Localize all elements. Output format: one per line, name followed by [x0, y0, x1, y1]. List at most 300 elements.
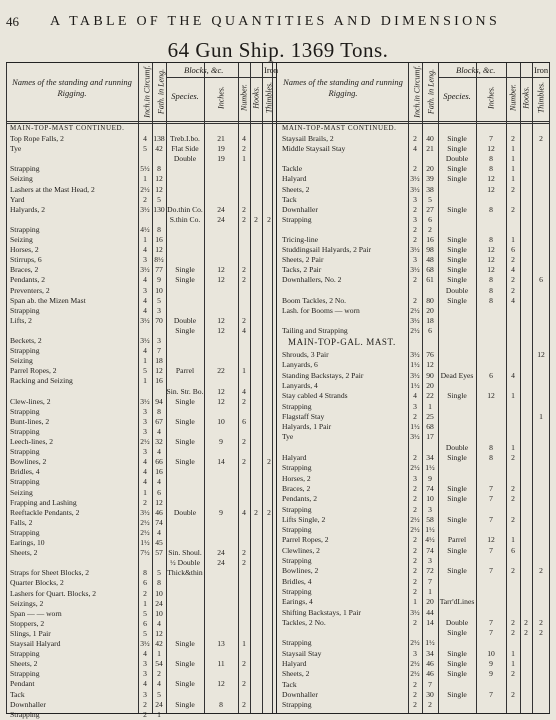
right-row-length: 20 [426, 164, 434, 174]
column-rule [250, 63, 251, 713]
right-row2-inches: 8 [489, 442, 493, 452]
left-row-circumference: 3 [143, 406, 147, 416]
right-row2-circumference: 2 [413, 504, 417, 514]
right-row2-length: 46 [426, 659, 434, 668]
right-row-species: Single [447, 265, 467, 275]
right-row-species: Single [447, 174, 467, 184]
right-row2-name: Shrouds, 3 Pair [282, 350, 329, 359]
right-row2-name: Sheets, 2 [282, 669, 310, 679]
right-row2-name: Strapping [282, 463, 312, 473]
right-row2-circumference: 3½ [410, 370, 420, 380]
right-row2-species: Single [447, 514, 467, 524]
header-iron: Iron [534, 65, 549, 75]
right-row2-hooks: 2 [524, 628, 528, 638]
left-row-circumference: 4 [143, 679, 147, 689]
right-row2-species: Single [447, 483, 467, 493]
right-row2-length: 25 [426, 411, 434, 421]
right-row-inches: 8 [489, 285, 493, 295]
left-row-circumference: 3½ [140, 507, 150, 517]
right-row-length: 98 [426, 245, 434, 255]
left-row-name: Slings, 1 Pair [10, 628, 51, 638]
right-row2-name: Downhaller [282, 689, 318, 699]
right-row2-number: 1 [511, 391, 515, 401]
left-row-name: Sheets, 2 [10, 659, 38, 669]
right-row2-length: 30 [426, 689, 434, 699]
left-row-species: Single [175, 325, 195, 335]
left-row-length: 45 [155, 538, 163, 547]
right-row2-circumference: 2 [413, 576, 417, 586]
left-row-species: Single [175, 416, 195, 426]
header-circumference: Inch.in Circumf. [142, 65, 152, 118]
right-row2-name: Strapping [282, 638, 312, 648]
right-row2-name: Strapping [282, 586, 312, 596]
left-row-species: Single [175, 437, 195, 446]
right-row-number: 2 [511, 204, 515, 214]
right-row-inches: 12 [487, 255, 495, 265]
right-row2-circumference: 1 [413, 597, 417, 607]
right-row2-length: 90 [426, 370, 434, 380]
left-row-inches: 9 [219, 437, 223, 446]
right-row2-length: 44 [426, 607, 434, 617]
left-row-length: 77 [155, 265, 163, 275]
left-row-name: Lashers for Quart. Blocks, 2 [10, 588, 97, 598]
left-row-length: 8 [157, 578, 161, 588]
center-rule [276, 63, 277, 713]
left-row-length: 5 [157, 568, 161, 578]
right-row2-length: 7 [428, 679, 432, 689]
right-row2-name: Earings, 4 [282, 597, 313, 607]
left-row-number: 1 [242, 639, 246, 648]
left-row-circumference: 7½ [140, 548, 150, 558]
right-row-length: 5 [428, 194, 432, 204]
right-row2-species: Tarr'dLines [439, 597, 475, 607]
left-row-length: 12 [155, 628, 163, 638]
left-row-number: 6 [242, 416, 246, 426]
left-row-number: 1 [242, 154, 246, 164]
header-thimbles: Thimbles. [264, 81, 274, 114]
right-row2-inches: 9 [489, 659, 493, 668]
left-row-inches: 13 [217, 639, 225, 648]
right-row-circumference: 3½ [410, 174, 420, 184]
left-row-number: 2 [242, 699, 246, 709]
right-row2-species: Single [447, 545, 467, 555]
right-row2-circumference: 2½ [410, 525, 420, 535]
right-row2-inches: 7 [489, 494, 493, 504]
right-row2-number: 2 [511, 514, 515, 524]
left-row-name: Sheets, 2 [10, 548, 38, 558]
left-row-number: 4 [242, 507, 246, 517]
header-blocks: Blocks, &c. [184, 65, 224, 75]
left-row-name: Span — — worn [10, 608, 62, 618]
right-row-circumference: 2½ [410, 325, 420, 335]
right-row2-length: 7 [428, 576, 432, 586]
left-row-length: 4 [157, 426, 161, 436]
right-row2-length: 14 [426, 617, 434, 627]
right-row2-circumference: 2 [413, 566, 417, 576]
right-row2-inches: 12 [487, 535, 495, 545]
right-row2-name: Halyard [282, 659, 307, 668]
right-row-circumference: 4 [413, 144, 417, 154]
right-row-length: 21 [426, 144, 434, 154]
left-row-circumference: 2 [143, 699, 147, 709]
ship-subtitle: 64 Gun Ship. 1369 Tons. [167, 38, 389, 62]
left-row-circumference: 5 [143, 366, 147, 376]
left-row-length: 8½ [154, 255, 164, 265]
right-row2-circumference: 4 [413, 391, 417, 401]
right-row-circumference: 2½ [410, 305, 420, 315]
right-row-species: Single [447, 164, 467, 174]
left-row-name: Strapping [10, 649, 40, 659]
right-row-inches: 12 [487, 174, 495, 184]
right-row2-name: Braces, 2 [282, 483, 311, 493]
right-row-number: 2 [511, 255, 515, 265]
right-row2-name: Lanyards, 4 [282, 380, 318, 390]
right-row-length: 61 [426, 275, 434, 285]
right-row2-species: Single [447, 391, 467, 401]
left-row-length: 67 [155, 416, 163, 426]
left-row-inches: 12 [217, 325, 225, 335]
left-row-circumference: 1 [143, 487, 147, 497]
header-hooks: Hooks. [521, 86, 531, 109]
right-row2-number: 2 [511, 566, 515, 576]
right-row2-circumference: 2½ [410, 638, 420, 648]
left-row-length: 42 [155, 144, 163, 154]
left-row-circumference: 4 [143, 134, 147, 143]
header-length: Fath. in Leng. [156, 68, 166, 115]
right-row2-length: 3 [428, 504, 432, 514]
right-row-inches: 12 [487, 184, 495, 194]
right-row-length: 38 [426, 184, 434, 194]
left-row-circumference: 3 [143, 285, 147, 295]
right-row-circumference: 2 [413, 275, 417, 285]
right-row2-circumference: 3½ [410, 350, 420, 359]
running-title: A TABLE OF THE QUANTITIES AND DIMENSIONS [50, 14, 501, 29]
left-row-name: Bowlines, 2 [10, 457, 47, 467]
left-row-inches: 14 [217, 457, 225, 467]
right-row-circumference: 2 [413, 204, 417, 214]
left-row-length: 54 [155, 659, 163, 669]
right-row2-name: Shifting Backstays, 1 Pair [282, 607, 361, 617]
left-row-circumference: 1 [143, 174, 147, 184]
left-row-name: Strapping [10, 709, 40, 719]
right-row2-name: Lanyards, 6 [282, 360, 318, 370]
right-row-name: Tricing-line [282, 235, 318, 244]
left-row-hooks: 2 [254, 507, 258, 517]
header-species: Species. [171, 91, 199, 101]
left-row-circumference: 4 [143, 275, 147, 285]
right-row-number: 4 [511, 265, 515, 275]
section-heading: MAIN-TOP-MAST CONTINUED. [10, 124, 125, 132]
right-row-thimbles: 6 [539, 275, 543, 285]
right-row2-species: Parrel [447, 535, 467, 545]
left-row-length: 12 [155, 366, 163, 376]
right-row2-species: Single [447, 659, 467, 668]
left-row-length: 18 [155, 356, 163, 366]
header-rule [6, 121, 550, 122]
right-row2-name: Parrel Ropes, 2 [282, 535, 329, 545]
left-row-name: Lashers at the Mast Head, 2 [10, 184, 95, 194]
right-row2-circumference: 1½ [410, 360, 420, 370]
left-row-number: 4 [242, 325, 246, 335]
right-row2-inches: 12 [487, 391, 495, 401]
section-heading: MAIN-TOP-GAL. MAST. [288, 337, 396, 347]
left-row-thimbles: 2 [267, 457, 271, 467]
page-number: 46 [6, 14, 19, 29]
right-row2-thimbles: 2 [539, 628, 543, 638]
left-row-length: 7 [157, 346, 161, 356]
right-row2-circumference: 2 [413, 689, 417, 699]
page-header [6, 14, 550, 30]
left-row-species: Single [175, 396, 195, 406]
right-row2-length: 20 [426, 380, 434, 390]
right-row2-thimbles: 2 [539, 617, 543, 627]
left-row-inches: 12 [217, 396, 225, 406]
left-row-length: 4 [157, 618, 161, 628]
left-row-species: Sin. Str. Bo. [166, 386, 204, 396]
right-row-inches: 8 [489, 235, 493, 244]
right-row2-length: 68 [426, 422, 434, 432]
left-row-number: 1 [242, 366, 246, 376]
right-row2-number: 2 [511, 669, 515, 679]
left-row-length: 1 [157, 709, 161, 719]
right-row-length: 16 [426, 235, 434, 244]
right-row2-number: 2 [511, 689, 515, 699]
left-row-name: Seizing [10, 174, 33, 184]
left-row-length: 8 [157, 224, 161, 234]
left-row-name: Falls, 2 [10, 517, 33, 527]
right-row2-species: Single [447, 566, 467, 576]
left-row-name: Stirrups, 6 [10, 255, 42, 265]
left-row-name: Lifts, 2 [10, 315, 32, 325]
right-row-circumference: 2 [413, 224, 417, 234]
left-row-circumference: 6 [143, 618, 147, 628]
left-row-name: Preventers, 2 [10, 285, 50, 295]
right-row-name: Staysail Brails, 2 [282, 134, 334, 143]
right-row2-length: 2 [428, 700, 432, 710]
right-row-number: 2 [511, 134, 515, 143]
left-row-length: 74 [155, 517, 163, 527]
right-row2-length: 34 [426, 453, 434, 462]
right-row2-circumference: 2 [413, 545, 417, 555]
left-row-length: 66 [155, 457, 163, 467]
header-number: Number. [508, 84, 518, 111]
left-row-circumference: 3 [143, 669, 147, 679]
right-row-name: Middle Staysail Stay [282, 144, 346, 154]
left-row-number: 2 [242, 437, 246, 446]
right-row2-inches: 7 [489, 483, 493, 493]
right-row2-circumference: 2½ [410, 659, 420, 668]
left-row-length: 12 [155, 184, 163, 194]
right-row-number: 2 [511, 285, 515, 295]
right-row-species: Single [447, 144, 467, 154]
right-row2-species: Single [447, 669, 467, 679]
left-row-name: Tye [10, 144, 22, 154]
left-row-name: Strapping [10, 669, 40, 679]
right-row2-circumference: 2 [413, 535, 417, 545]
right-row2-length: 1 [428, 401, 432, 411]
left-row-circumference: 3 [143, 426, 147, 436]
right-row-number: 1 [511, 154, 515, 164]
right-row2-name: Pendants, 2 [282, 494, 318, 504]
left-row-species: Thick&thin [167, 568, 203, 578]
right-row2-length: 1½ [425, 463, 435, 473]
left-row-inches: 24 [217, 214, 225, 224]
right-row2-length: 34 [426, 648, 434, 658]
right-row-length: 6 [428, 214, 432, 224]
left-row-name: Strapping [10, 346, 40, 356]
left-row-circumference: 5 [143, 144, 147, 154]
left-row-length: 138 [153, 134, 165, 143]
left-row-length: 1 [157, 649, 161, 659]
right-row2-circumference: 2 [413, 494, 417, 504]
right-row-inches: 8 [489, 295, 493, 305]
left-row-species: Flat Side [171, 144, 199, 154]
right-row-name: Downhaller [282, 204, 318, 214]
left-row-inches: 24 [217, 548, 225, 558]
right-row2-circumference: 2 [413, 483, 417, 493]
left-row-inches: 21 [217, 134, 225, 143]
left-row-number: 4 [242, 134, 246, 143]
left-row-circumference: 3½ [140, 336, 150, 345]
left-row-species: Single [175, 639, 195, 648]
right-row-name: Lash. for Booms — worn [282, 305, 360, 315]
right-row-name: Halyard [282, 174, 307, 184]
left-row-circumference: 2½ [140, 527, 150, 537]
left-row-circumference: 3½ [140, 639, 150, 648]
right-row2-inches: 10 [487, 648, 495, 658]
column-rule [262, 63, 263, 713]
left-row-length: 2 [157, 669, 161, 679]
right-row-number: 6 [511, 245, 515, 255]
header-names: Names of the standing and running Rigging. [12, 77, 132, 98]
left-row-circumference: 3 [143, 416, 147, 426]
left-row-name: Frapping and Lashing [10, 497, 77, 507]
right-row2-name: Strapping [282, 401, 312, 411]
right-row2-circumference: 3½ [410, 607, 420, 617]
left-row-circumference: 4 [143, 467, 147, 477]
left-row-length: 46 [155, 507, 163, 517]
right-row2-inches: 7 [489, 628, 493, 638]
left-row-circumference: 4 [143, 346, 147, 356]
left-row-circumference: 1 [143, 235, 147, 244]
right-row-species: Double [445, 285, 469, 295]
right-row-number: 2 [511, 275, 515, 285]
left-row-circumference: 3 [143, 659, 147, 669]
left-row-circumference: 4½ [140, 224, 150, 234]
left-row-number: 2 [242, 214, 246, 224]
left-row-name: Reeftackle Pendants, 2 [10, 507, 80, 517]
left-row-circumference: 2 [143, 194, 147, 204]
right-row-length: 68 [426, 265, 434, 275]
header-blocks: Blocks, &c. [456, 65, 496, 75]
left-row-name: Strapping [10, 447, 40, 457]
left-row-length: 94 [155, 396, 163, 406]
left-row-name: Strapping [10, 305, 40, 315]
right-row-length: 48 [426, 255, 434, 265]
left-row-inches: 19 [217, 144, 225, 154]
left-row-circumference: 2 [143, 588, 147, 598]
right-row2-species: Single [447, 689, 467, 699]
right-row-number: 1 [511, 144, 515, 154]
left-row-length: 5 [157, 295, 161, 305]
left-row-number: 2 [242, 265, 246, 275]
right-row-length: 40 [426, 134, 434, 143]
left-row-inches: 24 [217, 558, 225, 568]
right-row-species: Double [445, 154, 469, 164]
right-row-inches: 8 [489, 164, 493, 174]
right-row2-length: 17 [426, 432, 434, 442]
header-hooks: Hooks. [251, 86, 261, 109]
right-row-name: Downhallers, No. 2 [282, 275, 342, 285]
left-row-name: Strapping [10, 527, 40, 537]
left-row-name: Yard [10, 194, 25, 204]
right-row2-circumference: 2 [413, 586, 417, 596]
right-row2-species: Single [447, 453, 467, 462]
right-row-circumference: 3 [413, 194, 417, 204]
left-row-name: Quarter Blocks, 2 [10, 578, 64, 588]
left-row-species: Double [173, 154, 197, 164]
left-row-species: S.thin Co. [169, 214, 201, 224]
left-row-circumference: 2½ [140, 184, 150, 194]
left-row-name: Braces, 2 [10, 265, 39, 275]
left-row-inches: 12 [217, 275, 225, 285]
right-row2-number: 2 [511, 453, 515, 462]
right-row-thimbles: 2 [539, 134, 543, 143]
right-row2-circumference: 2 [413, 411, 417, 421]
left-row-length: 4 [157, 477, 161, 487]
right-row2-number: 4 [511, 370, 515, 380]
left-row-length: 6 [157, 487, 161, 497]
right-row2-name: Standing Backstays, 2 Pair [282, 370, 364, 380]
right-row-inches: 12 [487, 144, 495, 154]
left-row-length: 5 [157, 689, 161, 699]
left-row-inches: 24 [217, 204, 225, 214]
outer-rule [549, 63, 550, 713]
left-row-name: Staysail Halyard [10, 639, 61, 648]
left-row-circumference: 1 [143, 376, 147, 386]
left-row-inches: 12 [217, 265, 225, 275]
right-row2-thimbles: 12 [537, 350, 545, 359]
left-row-species: Single [175, 457, 195, 467]
right-row2-length: 58 [426, 514, 434, 524]
right-row-circumference: 2 [413, 295, 417, 305]
right-row-number: 4 [511, 295, 515, 305]
right-row2-number: 2 [511, 617, 515, 627]
right-row-length: 6 [428, 325, 432, 335]
left-row-length: 32 [155, 437, 163, 446]
right-row2-length: 12 [426, 360, 434, 370]
right-row2-length: 20 [426, 597, 434, 607]
left-row-length: 3 [157, 305, 161, 315]
right-row2-length: 22 [426, 391, 434, 401]
right-row2-inches: 7 [489, 514, 493, 524]
left-row-circumference: 1 [143, 598, 147, 608]
left-row-circumference: 4 [143, 457, 147, 467]
section-heading: MAIN-TOP-MAST CONTINUED. [282, 124, 397, 132]
right-row-length: 2 [428, 224, 432, 234]
left-row-length: 24 [155, 598, 163, 608]
right-row2-circumference: 3½ [410, 432, 420, 442]
right-row2-number: 6 [511, 545, 515, 555]
left-row-species: Single [175, 679, 195, 689]
left-row-length: 10 [155, 608, 163, 618]
left-row-length: 10 [155, 588, 163, 598]
left-row-name: Strapping [10, 164, 40, 174]
left-row-name: Seizing [10, 235, 33, 244]
left-row-length: 12 [155, 497, 163, 507]
right-row-name: Studdingsail Halyards, 2 Pair [282, 245, 372, 255]
right-row2-name: Halyard [282, 453, 307, 462]
